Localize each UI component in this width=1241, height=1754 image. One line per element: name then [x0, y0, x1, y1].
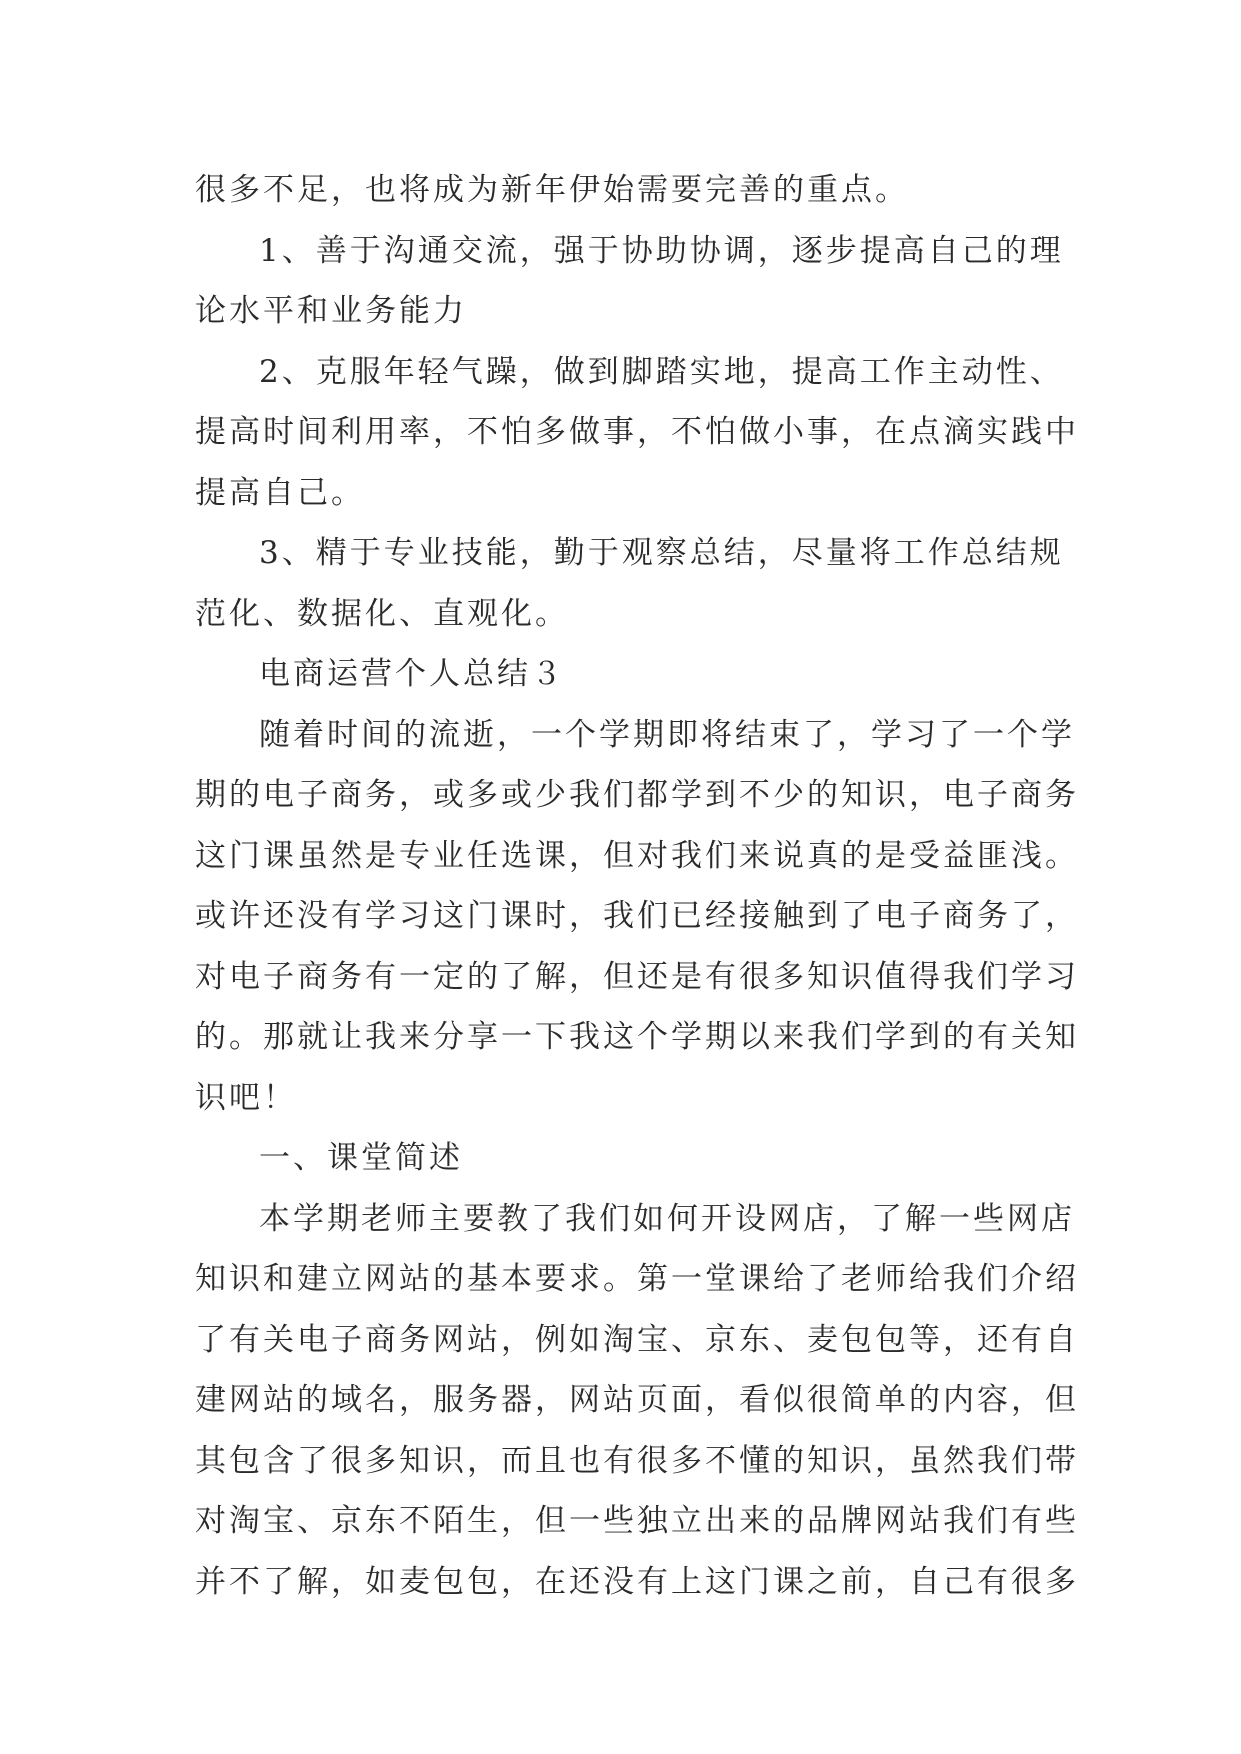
- text-line: 本学期老师主要教了我们如何开设网店，了解一些网店: [259, 1200, 1075, 1237]
- text-line: 其包含了很多知识，而且也有很多不懂的知识，虽然我们带: [195, 1442, 1079, 1479]
- text-line: 一、课堂简述: [259, 1140, 463, 1176]
- text-line: 了有关电子商务网站，例如淘宝、京东、麦包包等，还有自: [195, 1321, 1079, 1358]
- text-line: 期的电子商务，或多或少我们都学到不少的知识，电子商务: [195, 777, 1079, 813]
- text-line: 提高自己。: [195, 474, 365, 511]
- text-line: 论水平和业务能力: [195, 293, 467, 329]
- text-line: 知识和建立网站的基本要求。第一堂课给了老师给我们介绍: [195, 1261, 1079, 1297]
- text-line: 对淘宝、京东不陌生，但一些独立出来的品牌网站我们有些: [195, 1503, 1079, 1539]
- text-line: 很多不足，也将成为新年伊始需要完善的重点。: [195, 172, 909, 208]
- text-line: 范化、数据化、直观化。: [195, 595, 569, 632]
- document-body: [195, 160, 1079, 1612]
- text-line: 电商运营个人总结３: [259, 656, 565, 692]
- text-line: 随着时间的流逝，一个学期即将结束了，学习了一个学: [259, 716, 1075, 753]
- text-line: 3、精于专业技能，勤于观察总结，尽量将工作总结规: [259, 535, 1064, 571]
- text-line: 建网站的域名，服务器，网站页面，看似很简单的内容，但: [195, 1382, 1079, 1418]
- text-line: 1、善于沟通交流，强于协助协调，逐步提高自己的理: [259, 232, 1064, 269]
- text-line: 2、克服年轻气躁，做到脚踏实地，提高工作主动性、: [259, 353, 1064, 390]
- text-line: 对电子商务有一定的了解，但还是有很多知识值得我们学习: [195, 958, 1079, 995]
- text-line: 这门课虽然是专业任选课，但对我们来说真的是受益匪浅。: [195, 837, 1079, 874]
- text-line: 或许还没有学习这门课时，我们已经接触到了电子商务了，: [195, 898, 1079, 934]
- text-line: 识吧！: [195, 1079, 297, 1116]
- text-line: 提高时间利用率，不怕多做事，不怕做小事，在点滴实践中: [195, 414, 1079, 450]
- text-line: 的。那就让我来分享一下我这个学期以来我们学到的有关知: [195, 1019, 1079, 1055]
- text-line: 并不了解，如麦包包，在还没有上这门课之前，自己有很多: [195, 1563, 1079, 1600]
